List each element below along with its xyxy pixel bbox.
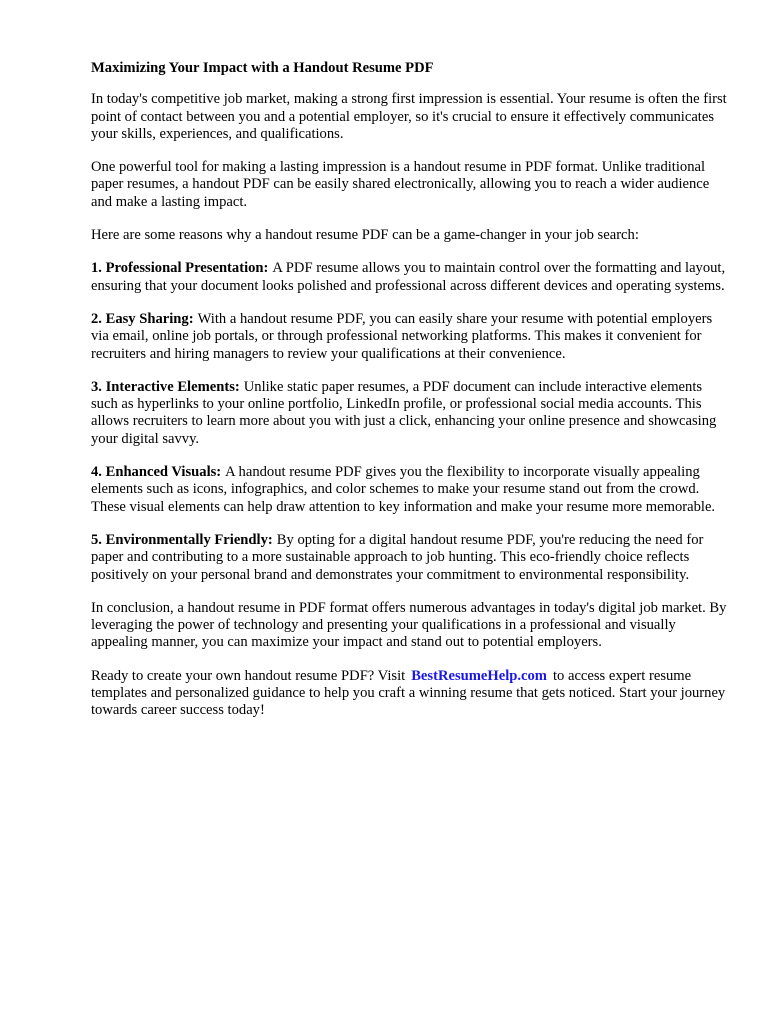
reason-text: A handout resume PDF gives you the flexibility to incorporate visually appealing elements such as icons, infographics, and color schemes to make your resume stand out from the crowd. These visual elements can help draw attention to key information and make your resume more memorable. (91, 464, 716, 515)
reason-item (91, 379, 731, 448)
reason-item (91, 260, 731, 295)
document-page (91, 60, 731, 736)
reason-item (91, 464, 731, 516)
reason-item (91, 311, 731, 363)
best-resume-help-link[interactable]: BestResumeHelp.com (411, 667, 547, 684)
intro-paragraph-2: One powerful tool for making a lasting impression is a handout resume in PDF format. Unlike traditional paper resumes, a handout PDF can be easily shared electronically, allowing you to reach a wider audience and make a lasting impact. (91, 159, 710, 210)
intro-paragraph-3: Here are some reasons why a handout resume PDF can be a game-changer in your job search: (91, 227, 639, 244)
reason-heading: 5. Environmentally Friendly: (91, 531, 273, 548)
reason-item (91, 532, 731, 584)
cta-text-before: Ready to create your own handout resume PDF? Visit (91, 667, 406, 684)
intro-paragraph-1: In today's competitive job market, making a strong first impression is essential. Your resume is often the first point of contact between you and a potential employer, so it's crucial to ensure it effectively communicates your skills, experiences, and qualifications. (91, 91, 727, 142)
reason-heading: 2. Easy Sharing: (91, 310, 194, 327)
reason-text: With a handout resume PDF, you can easily share your resume with potential employers via email, online job portals, or through professional networking platforms. This makes it convenient for recruiters and hiring managers to review your qualifications at their convenience. (91, 310, 713, 362)
document-title: Maximizing Your Impact with a Handout Resume PDF (91, 60, 434, 76)
reason-text: By opting for a digital handout resume PDF, you're reducing the need for paper and contributing to a more sustainable approach to job hunting. This eco-friendly choice reflects positively on your personal brand and demonstrates your commitment to environmental responsibility. (91, 531, 704, 583)
conclusion-paragraph: In conclusion, a handout resume in PDF format offers numerous advantages in today's digital job market. By leveraging the power of technology and presenting your qualifications in a professional and visually appealing manner, you can maximize your impact and stand out to potential employers. (91, 599, 727, 651)
reason-text: A PDF resume allows you to maintain control over the formatting and layout, ensuring that your document looks polished and professional across different devices and operating systems. (91, 260, 726, 294)
cta-text-after: to access expert resume templates and personalized guidance to help you craft a winning resume that gets noticed. Start your journey towards career success today! (91, 667, 726, 719)
cta-paragraph (91, 668, 731, 720)
reason-heading: 3. Interactive Elements: (91, 378, 240, 395)
reason-heading: 1. Professional Presentation: (91, 260, 269, 277)
reason-heading: 4. Enhanced Visuals: (91, 464, 222, 481)
reason-text: Unlike static paper resumes, a PDF document can include interactive elements such as hyperlinks to your online portfolio, LinkedIn profile, or professional social media accounts. This allows recruiters to learn more about you with just a click, enhancing your online presence and showcasing your digital savvy. (91, 378, 717, 447)
